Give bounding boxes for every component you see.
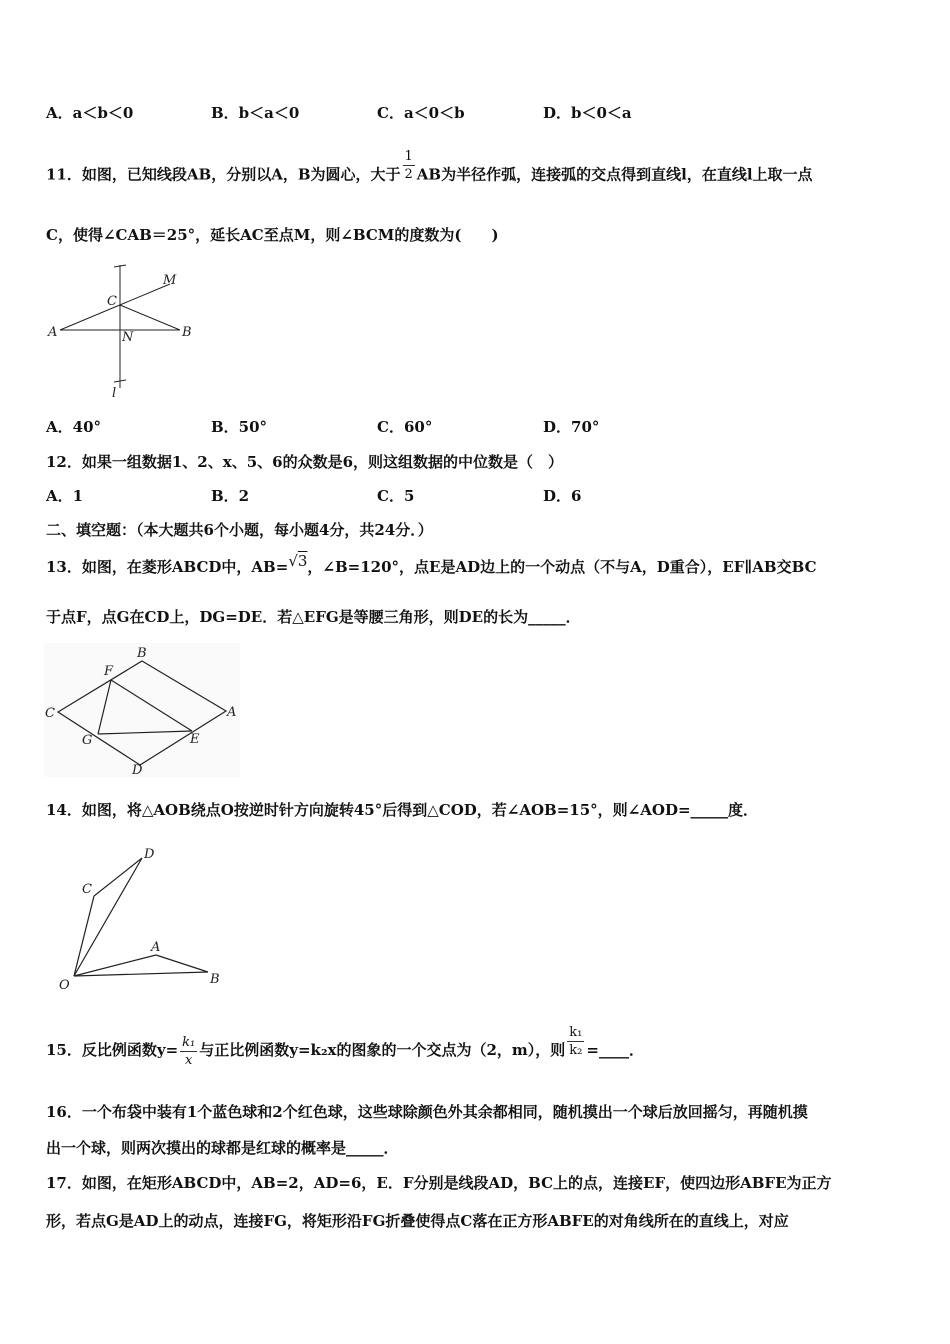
q13-line1	[46, 552, 817, 577]
q10-option-c: C．a＜0＜b	[377, 104, 465, 122]
q11-label-C: C	[107, 294, 117, 309]
q11-option-c: C．60°	[377, 418, 433, 436]
q15-frac2-num: k₁	[569, 1024, 583, 1040]
q11-label-M: M	[163, 273, 177, 288]
q13-sqrt: √3	[288, 552, 308, 570]
q15-question	[46, 1020, 644, 1080]
q14-label-B: B	[210, 972, 220, 987]
q14-segment-OC	[74, 896, 94, 976]
q15-text-b: 与正比例函数y=k₂x的图象的一个交点为（2，m），则	[199, 1041, 566, 1059]
q14-figure	[52, 840, 232, 993]
q13-line2: 于点F，点G在CD上，DG=DE．若△EFG是等腰三角形，则DE的长为_____．	[46, 608, 581, 626]
q15-fraction-k1-over-x	[180, 1036, 197, 1067]
q11-option-b: B．50°	[211, 418, 268, 436]
q12-option-b: B．2	[211, 487, 250, 505]
q13-label-E: E	[190, 732, 200, 747]
q12-option-c: C．5	[377, 487, 415, 505]
q11-frac-num: 1	[404, 149, 413, 164]
q13-text-a: 13．如图，在菱形ABCD中，AB=	[46, 558, 289, 576]
q15-frac1-num: k₁	[182, 1034, 196, 1050]
q10-option-d: D．b＜0＜a	[543, 104, 632, 122]
q11-label-A: A	[48, 325, 58, 340]
q10-options	[46, 102, 746, 124]
q13-label-C: C	[45, 706, 55, 721]
q13-sqrt-radicand: 3	[297, 552, 308, 570]
q11-frac-den: 2	[404, 167, 413, 182]
q11-fraction-half	[403, 150, 415, 181]
q14-label-C: C	[82, 882, 92, 897]
q13-figure-background	[44, 643, 240, 777]
q14-segment-OA	[74, 955, 156, 976]
q11-label-l: l	[112, 386, 117, 401]
q16-line1: 16．一个布袋中装有1个蓝色球和2个红色球，这些球除颜色外其余都相同，随机摸出一个球后放回摇匀，再随机摸	[46, 1103, 808, 1121]
q11-text-a: 11．如图，已知线段AB，分别以A，B为圆心，大于	[46, 165, 401, 184]
q13-label-A: A	[227, 705, 237, 720]
q11-figure	[46, 260, 216, 400]
q14-segment-OB	[74, 972, 208, 976]
q14-segment-CD	[94, 858, 142, 896]
q15-fraction-k1-over-k2	[567, 1026, 584, 1057]
q13-figure	[44, 643, 240, 777]
q12-question: 12．如果一组数据1、2、x、5、6的众数是6，则这组数据的中位数是（ ）	[46, 453, 564, 471]
q17-line1: 17．如图，在矩形ABCD中，AB=2，AD=6，E．F分别是线段AD，BC上的点，连接EF，使四边形ABFE为正方	[46, 1174, 832, 1192]
q11-label-B: B	[182, 325, 192, 340]
q11-line2: C，使得∠CAB＝25°，延长AC至点M，则∠BCM的度数为( )	[46, 226, 499, 244]
q13-text-b: ，∠B=120°，点E是AD边上的一个动点（不与A，D重合），EF∥AB交BC	[307, 558, 817, 576]
q15-frac2-den: k₂	[569, 1042, 583, 1058]
q15-frac1-den: x	[185, 1052, 193, 1068]
q11-options	[46, 416, 746, 438]
q14-label-A: A	[151, 940, 161, 955]
q13-label-B: B	[137, 646, 147, 661]
q15-text-c: =____．	[586, 1041, 644, 1059]
q17-line2: 形，若点G是AD上的动点，连接FG，将矩形沿FG折叠使得点C落在正方形ABFE的对角线所在的直线上，对应	[46, 1212, 789, 1230]
q11-line1	[46, 149, 813, 191]
q11-option-d: D．70°	[543, 418, 600, 436]
q13-label-F: F	[104, 664, 114, 679]
q14-question: 14．如图，将△AOB绕点O按逆时针方向旋转45°后得到△COD，若∠AOB=15°，则∠AOD=_____度．	[46, 801, 759, 819]
q14-label-D: D	[144, 847, 155, 862]
q11-text-b: AB为半径作弧，连接弧的交点得到直线l，在直线l上取一点	[416, 165, 813, 184]
q12-option-a: A．1	[46, 487, 84, 505]
q13-label-D: D	[132, 763, 143, 778]
q14-label-O: O	[59, 978, 70, 993]
q13-label-G: G	[82, 733, 93, 748]
q10-option-b: B．b＜a＜0	[211, 104, 300, 122]
q15-text-a: 15．反比例函数y=	[46, 1041, 179, 1059]
q12-option-d: D．6	[543, 487, 582, 505]
q11-option-a: A．40°	[46, 418, 102, 436]
q14-segment-OD	[74, 858, 142, 976]
q16-line2: 出一个球，则两次摸出的球都是红球的概率是_____．	[46, 1139, 399, 1157]
q14-segment-AB	[156, 955, 208, 972]
q11-segment-CB	[120, 305, 180, 330]
q11-label-N: N	[122, 330, 134, 345]
q12-options	[46, 485, 746, 507]
section-2-title: 二、填空题：（本大题共6个小题，每小题4分，共24分．）	[46, 521, 433, 539]
q10-option-a: A．a＜b＜0	[46, 104, 134, 122]
